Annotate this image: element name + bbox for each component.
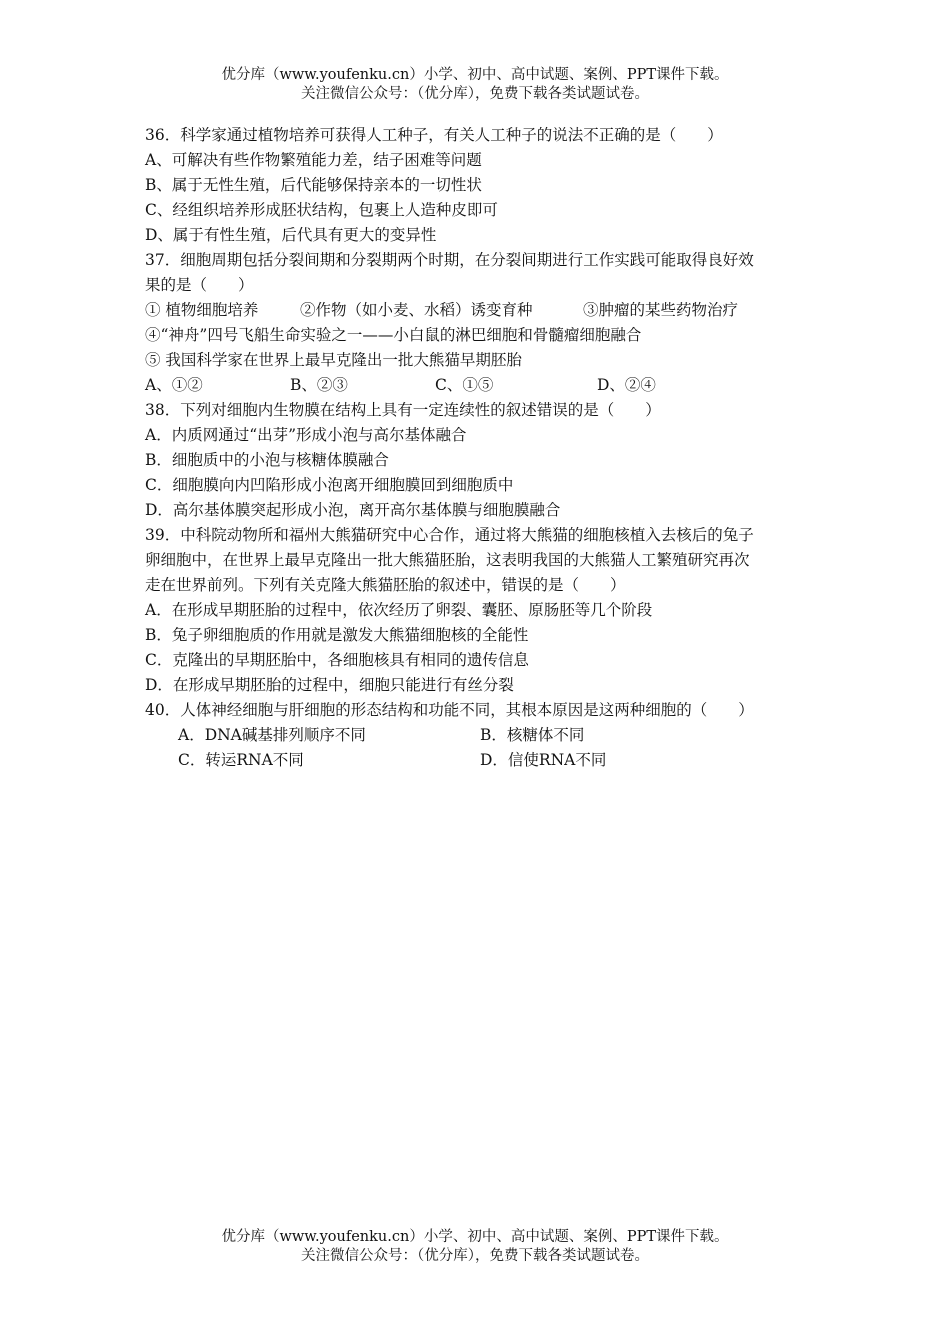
q37-stem-line-1: 37．细胞周期包括分裂间期和分裂期两个时期，在分裂间期进行工作实践可能取得良好效 xyxy=(145,251,754,269)
q38-stem: 38．下列对细胞内生物膜在结构上具有一定连续性的叙述错误的是（ ） xyxy=(145,401,661,419)
q38-option-c: C．细胞膜向内凹陷形成小泡离开细胞膜回到细胞质中 xyxy=(145,476,514,494)
q40-stem: 40．人体神经细胞与肝细胞的形态结构和功能不同，其根本原因是这两种细胞的（ ） xyxy=(145,701,754,719)
q40-option-a: A．DNA碱基排列顺序不同 xyxy=(178,726,366,744)
q40-option-b: B．核糖体不同 xyxy=(480,726,585,744)
q39-stem-line-2: 卵细胞中，在世界上最早克隆出一批大熊猫胚胎，这表明我国的大熊猫人工繁殖研究再次 xyxy=(145,551,750,569)
q37-option-b: B、②③ xyxy=(290,376,348,394)
q37-item-2: ②作物（如小麦、水稻）诱变育种 xyxy=(300,301,533,319)
header-line-1: 优分库（www.youfenku.cn）小学、初中、高中试题、案例、PPT课件下载。 xyxy=(221,67,729,83)
q37-item-1: ① 植物细胞培养 xyxy=(145,301,259,319)
q37-option-c: C、①⑤ xyxy=(435,376,494,394)
q37-item-4: ④“神舟”四号飞船生命实验之一——小白鼠的淋巴细胞和骨髓瘤细胞融合 xyxy=(145,326,642,344)
q39-stem-line-1: 39．中科院动物所和福州大熊猫研究中心合作，通过将大熊猫的细胞核植入去核后的兔子 xyxy=(145,526,754,544)
q39-option-a: A．在形成早期胚胎的过程中，依次经历了卵裂、囊胚、原肠胚等几个阶段 xyxy=(145,601,653,619)
q38-option-d: D．高尔基体膜突起形成小泡，离开高尔基体膜与细胞膜融合 xyxy=(145,501,561,519)
q37-item-3: ③肿瘤的某些药物治疗 xyxy=(583,301,739,319)
q36-option-b: B、属于无性生殖，后代能够保持亲本的一切性状 xyxy=(145,176,482,194)
q36-option-a: A、可解决有些作物繁殖能力差，结子困难等问题 xyxy=(145,151,482,169)
q37-item-5: ⑤ 我国科学家在世界上最早克隆出一批大熊猫早期胚胎 xyxy=(145,351,522,369)
q39-stem-line-3: 走在世界前列。下列有关克隆大熊猫胚胎的叙述中，错误的是（ ） xyxy=(145,576,626,594)
q37-option-d: D、②④ xyxy=(597,376,656,394)
q40-option-d: D．信使RNA不同 xyxy=(480,751,607,769)
q36-option-d: D、属于有性生殖，后代具有更大的变异性 xyxy=(145,226,437,244)
header-line-2: 关注微信公众号：（优分库），免费下载各类试题试卷。 xyxy=(301,86,649,102)
q39-option-d: D．在形成早期胚胎的过程中，细胞只能进行有丝分裂 xyxy=(145,676,514,694)
footer-line-1: 优分库（www.youfenku.cn）小学、初中、高中试题、案例、PPT课件下载。 xyxy=(221,1229,729,1245)
q36-option-c: C、经组织培养形成胚状结构，包裹上人造种皮即可 xyxy=(145,201,498,219)
q38-option-a: A．内质网通过“出芽”形成小泡与高尔基体融合 xyxy=(145,426,467,444)
q40-option-c: C．转运RNA不同 xyxy=(178,751,304,769)
q37-stem-line-2: 果的是（ ） xyxy=(145,276,254,294)
page-header xyxy=(0,66,950,104)
q36-stem: 36．科学家通过植物培养可获得人工种子，有关人工种子的说法不正确的是（ ） xyxy=(145,126,723,144)
footer-line-2: 关注微信公众号：（优分库），免费下载各类试题试卷。 xyxy=(301,1248,649,1264)
q38-option-b: B．细胞质中的小泡与核糖体膜融合 xyxy=(145,451,389,469)
page-footer xyxy=(0,1228,950,1266)
q39-option-b: B．兔子卵细胞质的作用就是激发大熊猫细胞核的全能性 xyxy=(145,626,529,644)
q37-option-a: A、①② xyxy=(145,376,203,394)
q39-option-c: C．克隆出的早期胚胎中，各细胞核具有相同的遗传信息 xyxy=(145,651,529,669)
